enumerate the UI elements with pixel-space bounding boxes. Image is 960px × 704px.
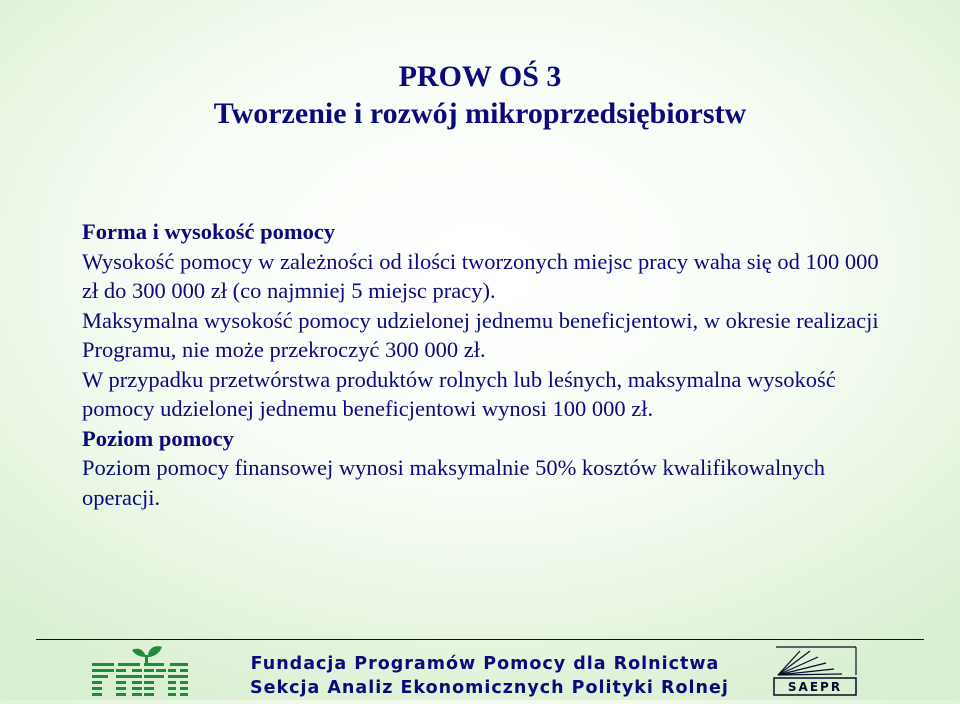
title-line-2: Tworzenie i rozwój mikroprzedsiębiorstw	[213, 97, 747, 130]
slide-title	[0, 58, 960, 132]
saepr-logo	[770, 645, 860, 697]
footer-organization	[250, 652, 729, 700]
paragraph-processing-limit: W przypadku przetwórstwa produktów rolnych lub leśnych, maksymalna wysokość pomocy udzielonej jednemu beneficjentowi wynosi 100 000 zł.	[82, 366, 836, 421]
title-line-1: PROW OŚ 3	[398, 60, 562, 93]
paragraph-max-amount: Maksymalna wysokość pomocy udzielonej jednemu beneficjentowi, w okresie realizacji Programu, nie może przekroczyć 300 000 zł.	[82, 307, 879, 362]
footer-divider	[36, 639, 924, 640]
saepr-logo-text: SAEPR	[787, 680, 843, 694]
section-heading-level: Poziom pomocy	[82, 425, 234, 451]
paragraph-amount-range: Wysokość pomocy w zależności od ilości tworzonych miejsc pracy waha się od 100 000 zł do 300 000 zł (co najmniej 5 miejsc pracy).	[82, 248, 879, 303]
footer-line-2: Sekcja Analiz Ekonomicznych Polityki Rolnej	[250, 678, 729, 698]
footer-line-1: Fundacja Programów Pomocy dla Rolnictwa	[250, 654, 720, 674]
slide-body	[82, 217, 882, 512]
fapa-logo	[90, 643, 190, 699]
paragraph-aid-level: Poziom pomocy finansowej wynosi maksymalnie 50% kosztów kwalifikowalnych operacji.	[82, 455, 826, 510]
section-heading-form: Forma i wysokość pomocy	[82, 219, 336, 244]
